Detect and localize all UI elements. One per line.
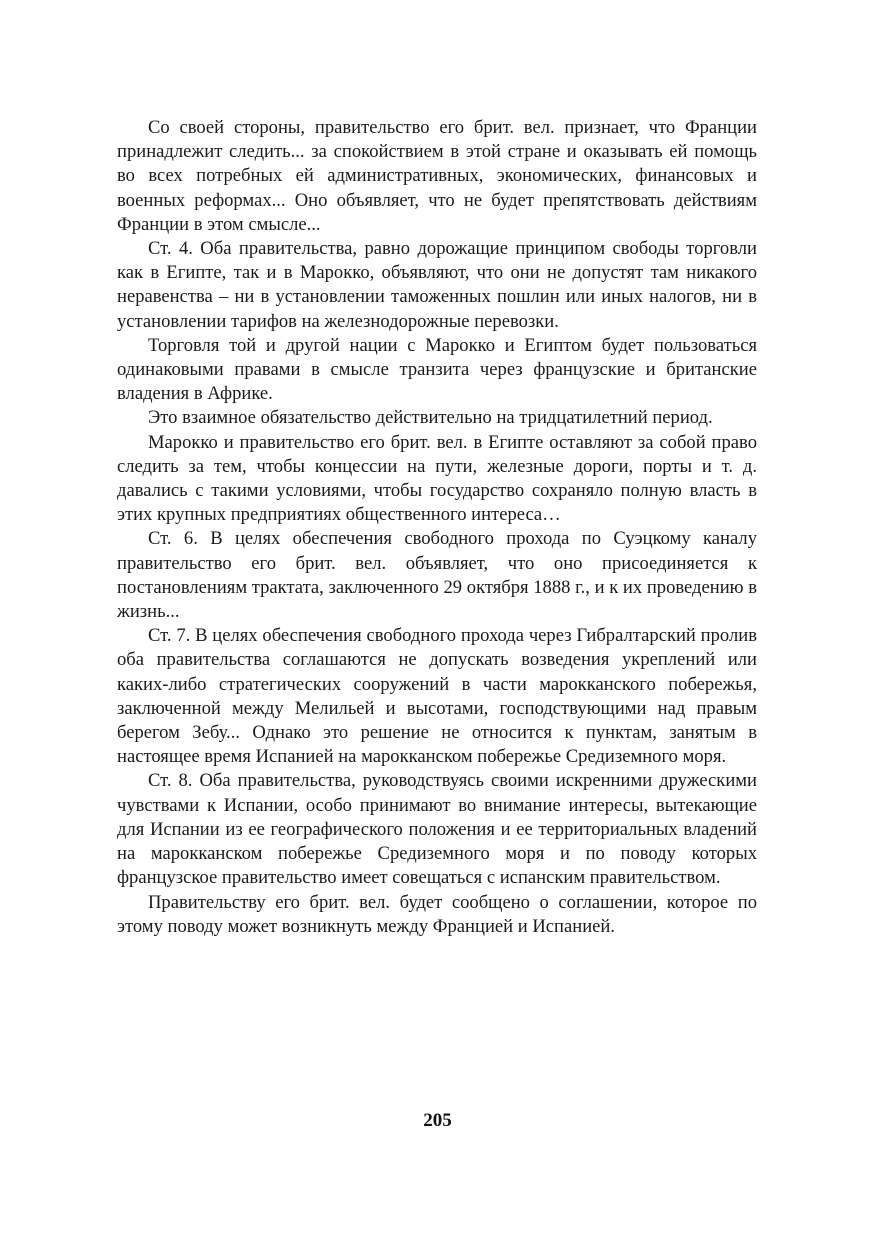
paragraph-5: Марокко и правительство его брит. вел. в Египте оставляют за собой право следить за тем, чтобы концессии на пути, железные дороги, порты и т. д. давались с такими условиями, чтобы государство сохраняло полную власть в этих крупных предприятиях общественного интереса… <box>117 431 757 526</box>
paragraph-article-7: Ст. 7. В целях обеспечения свободного прохода через Гибралтарский пролив оба правительства соглашаются не допускать возведения укреплений или каких-либо стратегических сооружений в части марокканского побережья, заключенной между Мелильей и высотами, господствующими над правым берегом Зебу... Однако это решение не относится к пунктам, занятым в настоящее время Испанией на марокканском побережье Средиземного моря. <box>117 625 757 768</box>
paragraph-3: Торговля той и другой нации с Марокко и Египтом будет пользоваться одинаковыми правами в смысле транзита через французские и британские владения в Африке. <box>117 334 757 405</box>
document-body <box>117 116 757 939</box>
paragraph-article-4: Ст. 4. Оба правительства, равно дорожащие принципом свободы торговли как в Египте, так и в Марокко, объявляют, что они не допустят там никакого неравенства – ни в установлении таможенных пошлин или иных налогов, ни в установлении тарифов на железнодорожные перевозки. <box>117 238 757 332</box>
page-number: 205 <box>423 1110 452 1131</box>
paragraph-article-8: Ст. 8. Оба правительства, руководствуясь своими искренними дружескими чувствами к Испании, особо принимают во внимание интересы, вытекающие для Испании из ее географического положения и ее территориальных владений на марокканском побережье Средиземного моря и по поводу которых французское правительство имеет совещаться с испанским правительством. <box>117 770 757 889</box>
paragraph-9: Правительству его брит. вел. будет сообщено о соглашении, которое по этому поводу может возникнуть между Францией и Испанией. <box>117 891 757 937</box>
paragraph-1: Со своей стороны, правительство его брит. вел. признает, что Франции принадлежит следить... за спокойствием в этой стране и оказывать ей помощь во всех потребных ей административных, экономических, финансовых и военных реформах... Оно объявляет, что не будет препятствовать действиям Франции в этом смысле... <box>117 117 757 235</box>
paragraph-article-6: Ст. 6. В целях обеспечения свободного прохода по Суэцкому каналу правительство его брит. вел. объявляет, что оно присоединяется к постановлениям трактата, заключенного 29 октября 1888 г., и к их проведению в жизнь... <box>117 528 757 623</box>
paragraph-4: Это взаимное обязательство действительно на тридцатилетний период. <box>148 407 713 429</box>
